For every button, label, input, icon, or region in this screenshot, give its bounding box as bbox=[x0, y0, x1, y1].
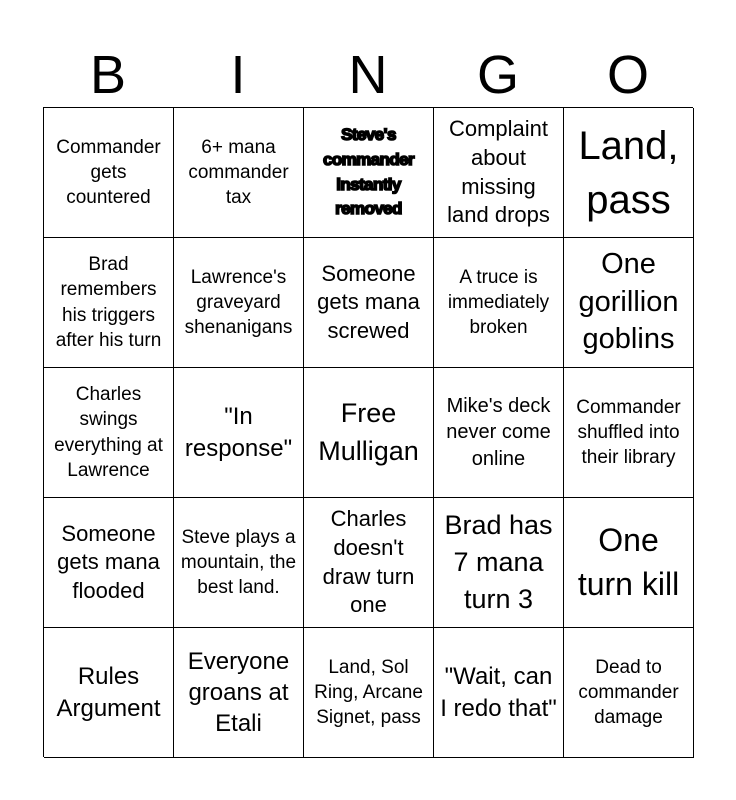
cell-text: A truce is immediately broken bbox=[447, 266, 550, 339]
bingo-cell-5-2[interactable] bbox=[174, 628, 304, 758]
header-letter-o: O bbox=[606, 45, 649, 105]
cell-text: Rules Argument bbox=[56, 663, 161, 722]
cell-text: Free Mulligan bbox=[318, 398, 419, 466]
bingo-cell-2-3[interactable] bbox=[304, 238, 434, 368]
cell-text: One gorillion goblins bbox=[578, 248, 679, 356]
bingo-header bbox=[43, 44, 693, 106]
cell-text: Commander gets countered bbox=[56, 136, 161, 209]
bingo-cell-1-1[interactable] bbox=[44, 108, 174, 238]
bingo-cell-3-5[interactable] bbox=[564, 368, 694, 498]
cell-text: 6+ mana commander tax bbox=[188, 136, 289, 209]
bingo-cell-5-5[interactable] bbox=[564, 628, 694, 758]
bingo-cell-3-4[interactable] bbox=[434, 368, 564, 498]
bingo-cell-3-1[interactable] bbox=[44, 368, 174, 498]
cell-text: Brad has 7 mana turn 3 bbox=[444, 509, 553, 615]
bingo-cell-1-4[interactable] bbox=[434, 108, 564, 238]
cell-text: One turn kill bbox=[577, 522, 680, 602]
header-letter-b: B bbox=[89, 45, 127, 105]
cell-text: Brad remembers his triggers after his turn bbox=[55, 254, 162, 351]
bingo-cell-4-2[interactable] bbox=[174, 498, 304, 628]
bingo-cell-1-2[interactable] bbox=[174, 108, 304, 238]
cell-text: Charles swings everything at Lawrence bbox=[54, 384, 163, 481]
bingo-cell-2-1[interactable] bbox=[44, 238, 174, 368]
cell-text: Land, pass bbox=[578, 123, 679, 222]
bingo-cell-5-3[interactable] bbox=[304, 628, 434, 758]
bingo-cell-1-5[interactable] bbox=[564, 108, 694, 238]
header-letter-i: I bbox=[230, 45, 246, 105]
bingo-cell-2-5[interactable] bbox=[564, 238, 694, 368]
bingo-cell-3-3[interactable] bbox=[304, 368, 434, 498]
bingo-cell-1-3[interactable] bbox=[304, 108, 434, 238]
bingo-cell-4-1[interactable] bbox=[44, 498, 174, 628]
cell-text: Complaint about missing land drops bbox=[447, 116, 550, 228]
bingo-cell-2-2[interactable] bbox=[174, 238, 304, 368]
header-letter-g: G bbox=[476, 45, 519, 105]
bingo-cell-4-3[interactable] bbox=[304, 498, 434, 628]
bingo-cell-5-4[interactable] bbox=[434, 628, 564, 758]
bingo-board bbox=[43, 107, 693, 757]
cell-text: Someone gets mana flooded bbox=[57, 520, 160, 603]
cell-text: Steve's commander instantly removed bbox=[323, 125, 414, 219]
cell-text: Dead to commander damage bbox=[578, 656, 679, 729]
cell-text: "In response" bbox=[184, 403, 293, 462]
bingo-cell-4-4[interactable] bbox=[434, 498, 564, 628]
cell-text: Commander shuffled into their library bbox=[576, 396, 681, 469]
cell-text: Steve plays a mountain, the best land. bbox=[180, 526, 297, 599]
bingo-cell-2-4[interactable] bbox=[434, 238, 564, 368]
cell-text: Mike's deck never come online bbox=[446, 394, 551, 470]
bingo-cell-5-1[interactable] bbox=[44, 628, 174, 758]
cell-text: Charles doesn't draw turn one bbox=[322, 506, 415, 618]
bingo-cell-4-5[interactable] bbox=[564, 498, 694, 628]
cell-text: Someone gets mana screwed bbox=[317, 260, 420, 343]
bingo-cell-3-2[interactable] bbox=[174, 368, 304, 498]
header-letter-n: N bbox=[348, 45, 388, 105]
cell-text: Everyone groans at Etali bbox=[187, 647, 290, 738]
cell-text: "Wait, can I redo that" bbox=[440, 663, 557, 722]
cell-text: Lawrence's graveyard shenanigans bbox=[184, 266, 293, 339]
cell-text: Land, Sol Ring, Arcane Signet, pass bbox=[314, 656, 423, 729]
